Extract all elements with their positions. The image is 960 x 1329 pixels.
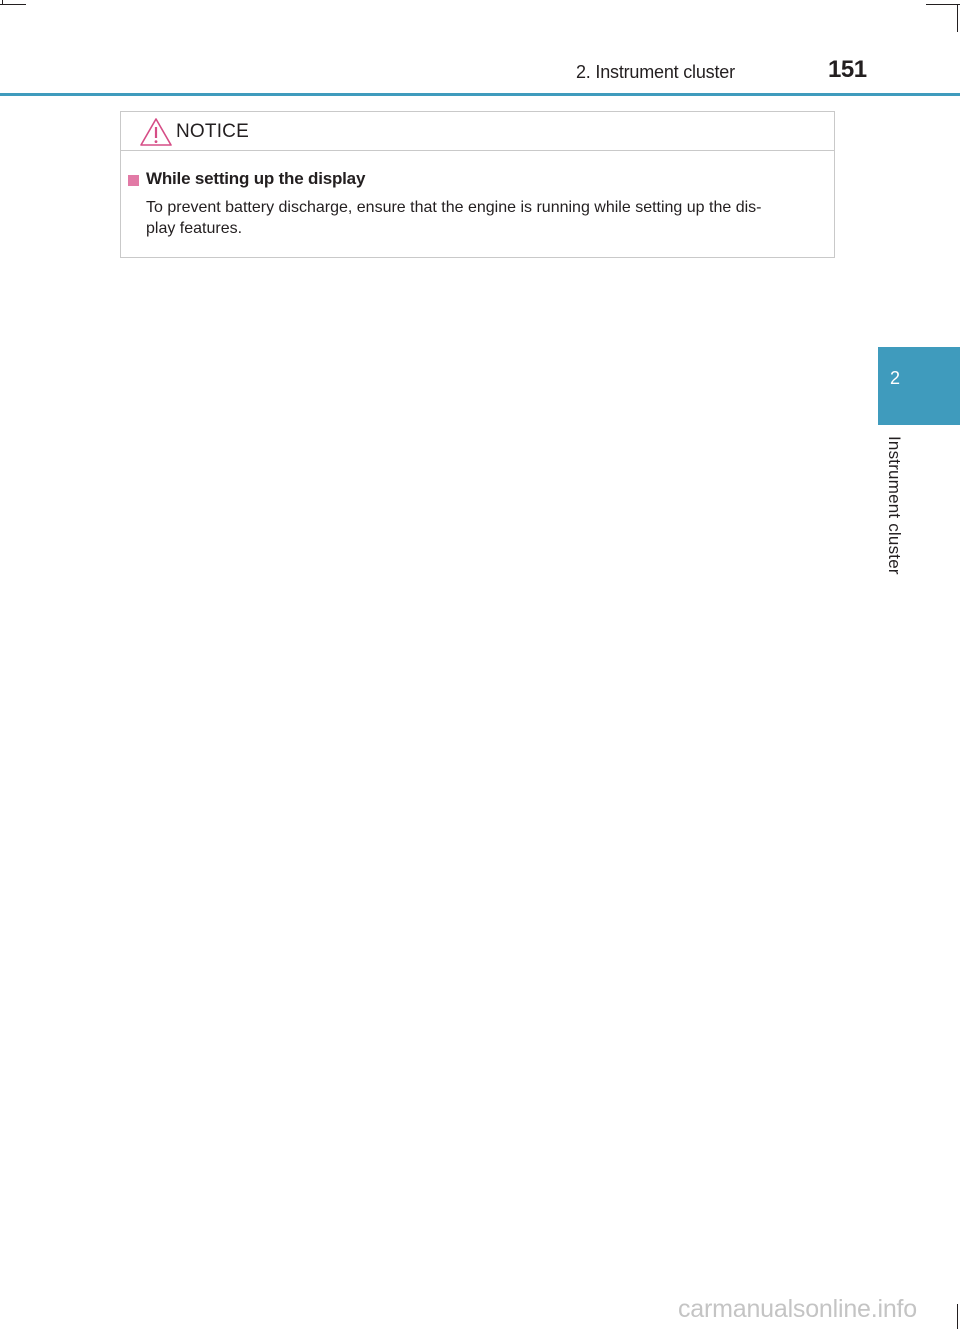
notice-body-line: To prevent battery discharge, ensure that the engine is running while setting up the dis- — [146, 199, 762, 216]
notice-header — [121, 112, 834, 151]
page-number: 151 — [828, 56, 867, 83]
notice-box — [120, 111, 835, 258]
notice-label: NOTICE — [176, 121, 249, 142]
crop-mark — [0, 4, 26, 5]
crop-mark — [926, 4, 960, 5]
notice-body — [146, 197, 826, 239]
chapter-tab-label: Instrument cluster — [885, 436, 904, 575]
chapter-tab-number: 2 — [890, 368, 901, 388]
bullet-square-icon — [128, 175, 139, 186]
warning-triangle-icon — [139, 117, 173, 147]
crop-mark — [957, 4, 958, 32]
header-rule — [0, 93, 960, 96]
notice-body-line: play features. — [146, 220, 243, 237]
watermark: carmanualsonline.info — [678, 1295, 918, 1323]
notice-subheading: While setting up the display — [146, 169, 366, 188]
crop-mark — [957, 1304, 958, 1329]
chapter-title: 2. Instrument cluster — [576, 62, 735, 82]
